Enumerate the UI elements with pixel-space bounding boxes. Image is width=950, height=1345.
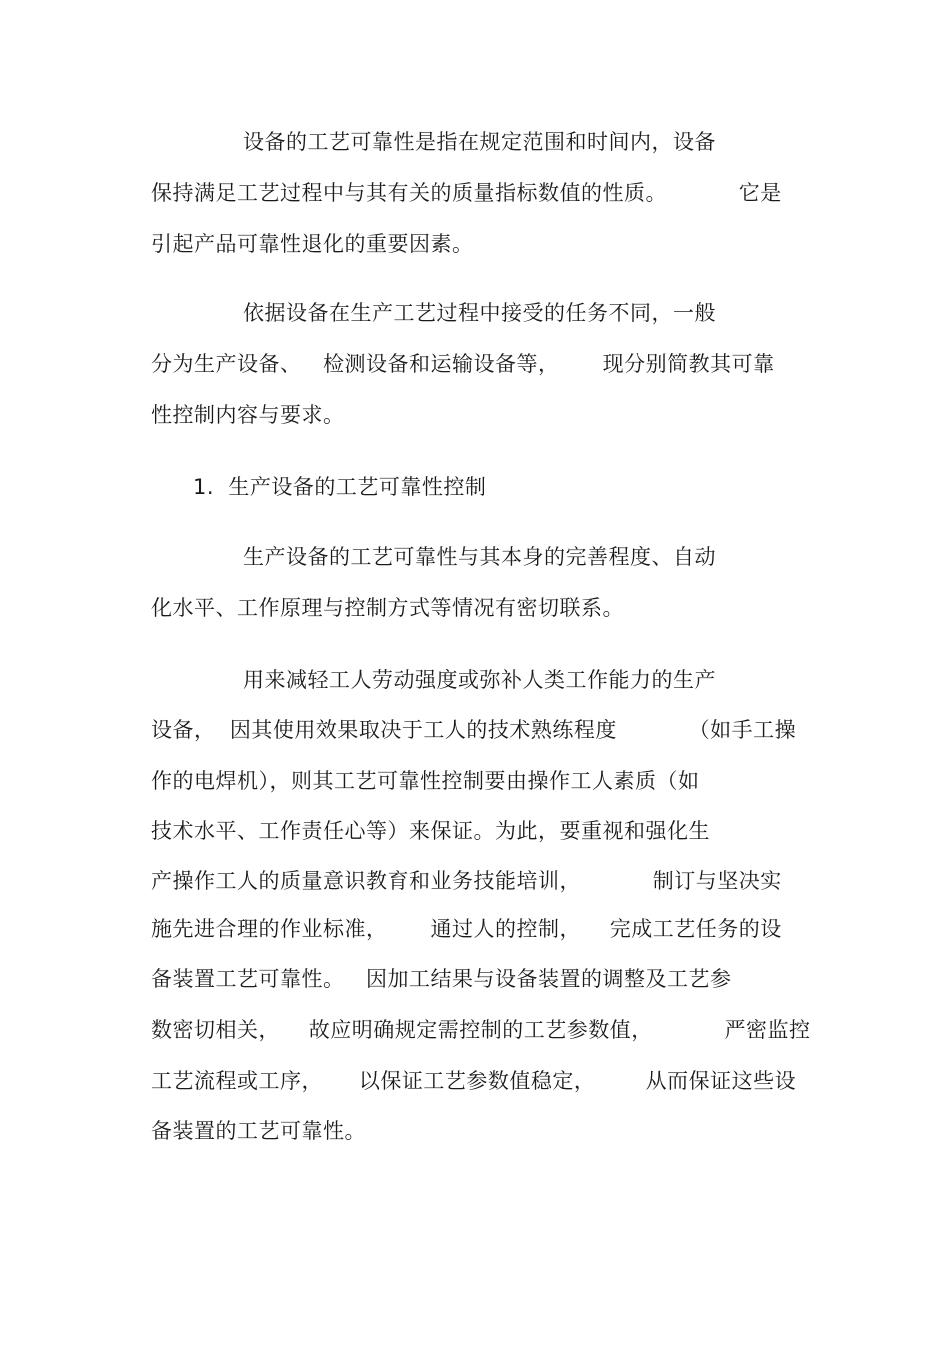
paragraph-line: 施先进合理的作业标准， 通过人的控制， 完成工艺任务的设 xyxy=(151,917,782,941)
paragraph-line: 工艺流程或工序， 以保证工艺参数值稳定， 从而保证这些设 xyxy=(151,1069,797,1093)
paragraph-line: 分为生产设备、 检测设备和运输设备等， 现分别简教其可靠 xyxy=(151,352,775,376)
paragraph-line: 产操作工人的质量意识教育和业务技能培训， 制订与坚决实 xyxy=(151,869,782,893)
paragraph-line: 设备的工艺可靠性是指在规定范围和时间内，设备 xyxy=(243,130,716,154)
paragraph-line: 设备， 因其使用效果取决于工人的技术熟练程度 （如手工操 xyxy=(151,718,797,742)
paragraph-line: 用来减轻工人劳动强度或弥补人类工作能力的生产 xyxy=(243,668,716,692)
section-heading: 1. 生产设备的工艺可靠性控制 xyxy=(193,475,487,499)
paragraph-line: 引起产品可靠性退化的重要因素。 xyxy=(151,232,474,256)
paragraph-line: 化水平、工作原理与控制方式等情况有密切联系。 xyxy=(151,596,624,620)
paragraph-line: 备装置工艺可靠性。 因加工结果与设备装置的调整及工艺参 xyxy=(151,967,732,991)
paragraph-line: 数密切相关， 故应明确规定需控制的工艺参数值， 严密监控 xyxy=(151,1018,811,1042)
paragraph-line: 保持满足工艺过程中与其有关的质量指标数值的性质。 它是 xyxy=(151,181,782,205)
paragraph-line: 性控制内容与要求。 xyxy=(151,403,345,427)
paragraph-line: 生产设备的工艺可靠性与其本身的完善程度、自动 xyxy=(243,545,716,569)
paragraph-line: 技术水平、工作责任心等）来保证。为此，要重视和强化生 xyxy=(151,819,710,843)
paragraph-line: 作的电焊机），则其工艺可靠性控制要由操作工人素质（如 xyxy=(151,769,700,793)
paragraph-line: 依据设备在生产工艺过程中接受的任务不同，一般 xyxy=(243,301,716,325)
paragraph-line: 备装置的工艺可靠性。 xyxy=(151,1119,366,1143)
